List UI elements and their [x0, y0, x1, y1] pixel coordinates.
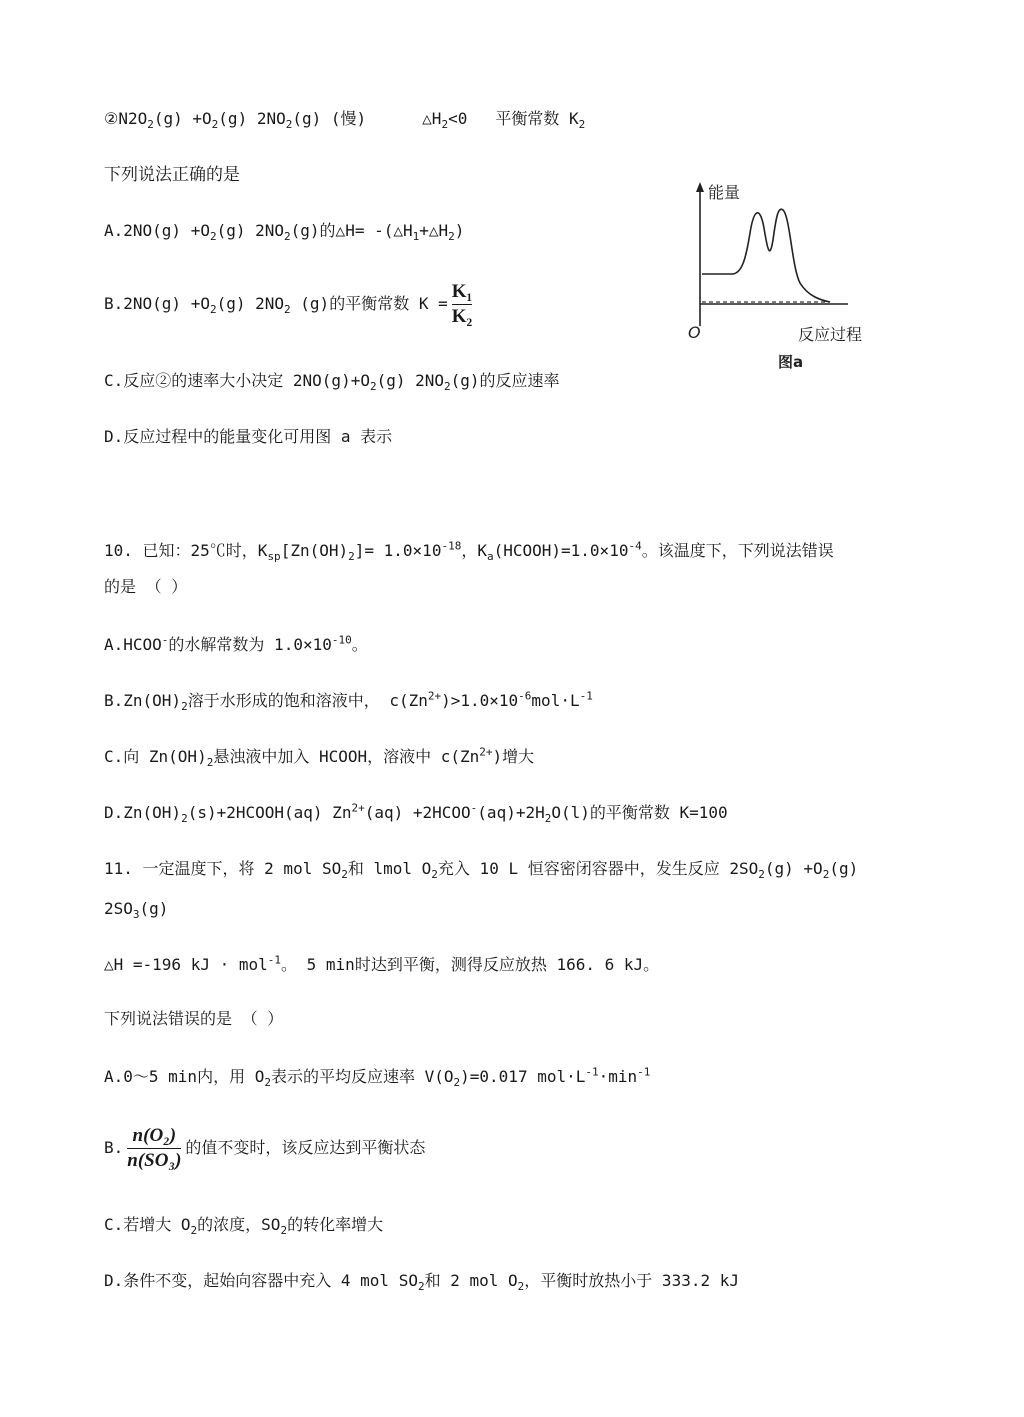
- q10-option-a: A.HCOO-的水解常数为 $1.0\times 10^{-10}$。: [104, 633, 368, 654]
- q9-option-b: $B.2NO(g) +O_2(g)$ $2NO_2$ (g)的平衡常数 K = $\frac{\text{K₁}}{\text{K₂}}$: [104, 281, 473, 327]
- figure-caption: 图a: [778, 353, 804, 371]
- k-fraction: [452, 280, 472, 329]
- origin-label: O: [688, 323, 701, 342]
- ratio-fraction: [127, 1124, 181, 1173]
- x-axis-label: 反应过程: [798, 325, 863, 344]
- k-denominator: K₂: [451, 306, 473, 327]
- q11-stem-line2: $2SO_3(g)$: [104, 899, 169, 922]
- q10-stem: 10. 已知：25℃时，$K_{sp}[Zn(OH)_2]= 1.0\times 10^{-18}$，$K_a(HCOOH)=1.0\times 10^{-4}$。该温度下，下列说法错误: [104, 539, 834, 564]
- q11-option-b: B. $\frac{\text{n(O₂)}}{\text{n(SO₃)}}$ 的值不变时，该反应达到平衡状态: [104, 1125, 426, 1171]
- k-numerator: K₁: [451, 281, 473, 302]
- q11-option-d: D.条件不变，起始向容器中充入 4 mol $SO_2$和 2 mol $O_2$，平衡时放热小于 333.2 kJ: [104, 1271, 739, 1294]
- ratio-numerator: n(O₂): [132, 1125, 177, 1146]
- q11-option-a: A.0～5 min内，用 $O_2$表示的平均反应速率 $V(O_2)=0.017$ $mol\cdot L^{-1}\cdot\min^{-1}$: [104, 1065, 651, 1090]
- energy-curve: [702, 209, 830, 302]
- q11-enthalpy: △H =-196 kJ · mol$^{-1}$。 5 min时达到平衡，测得反应放热 166. 6 kJ。: [104, 953, 660, 974]
- q9-prompt: 下列说法正确的是: [104, 165, 240, 185]
- q10-stem-line2: 的是 （ ）: [104, 577, 188, 596]
- q10-option-c: C.向 $Zn(OH)_2$悬浊液中加入 HCOOH，溶液中 $c(Zn^{2+})$增大: [104, 745, 535, 770]
- q9-option-a: $A.2NO(g) +O_2(g)$ $2NO_2(g)$的△H= $-(\triangle H_1+\triangle H_2)$: [104, 221, 465, 244]
- q9-option-d: D.反应过程中的能量变化可用图 a 表示: [104, 427, 393, 446]
- q10-option-b: $B.Zn(OH)_2$溶于水形成的饱和溶液中， $c(Zn^{2+})>1.0\times 10^{-6}mol\cdot L^{-1}$: [104, 689, 593, 714]
- q9-step2: $②N2O_2(g) +O_2(g)$ $2NO_2(g)$ (慢) $\triangle H_2<0$ 平衡常数 $K_2$: [104, 109, 586, 132]
- q11-prompt: 下列说法错误的是 （ ）: [104, 1009, 284, 1028]
- y-axis-label: 能量: [708, 183, 741, 202]
- y-axis-arrow: [696, 182, 704, 192]
- q9-option-c: C.反应②的速率大小决定 $2NO(g)+O_2(g)$ $2NO_2(g)$的反应速率: [104, 371, 560, 394]
- q11-stem: 11. 一定温度下，将 2 mol $SO_2$和 lmol $O_2$充入 10 L 恒容密闭容器中，发生反应 $2SO_2(g) +O_2(g)$: [104, 859, 859, 882]
- energy-diagram: [680, 178, 890, 378]
- q10-option-d: $D.Zn(OH)_2(s)+2HCOOH(aq)$ $Zn^{2+}(aq)$ $+2HCOO^-(aq)+2H_2O(l)$的平衡常数 K=100: [104, 801, 728, 826]
- q11-option-c: C.若增大 $O_2$的浓度，$SO_2$的转化率增大: [104, 1215, 384, 1238]
- ratio-denominator: n(SO₃): [127, 1150, 182, 1171]
